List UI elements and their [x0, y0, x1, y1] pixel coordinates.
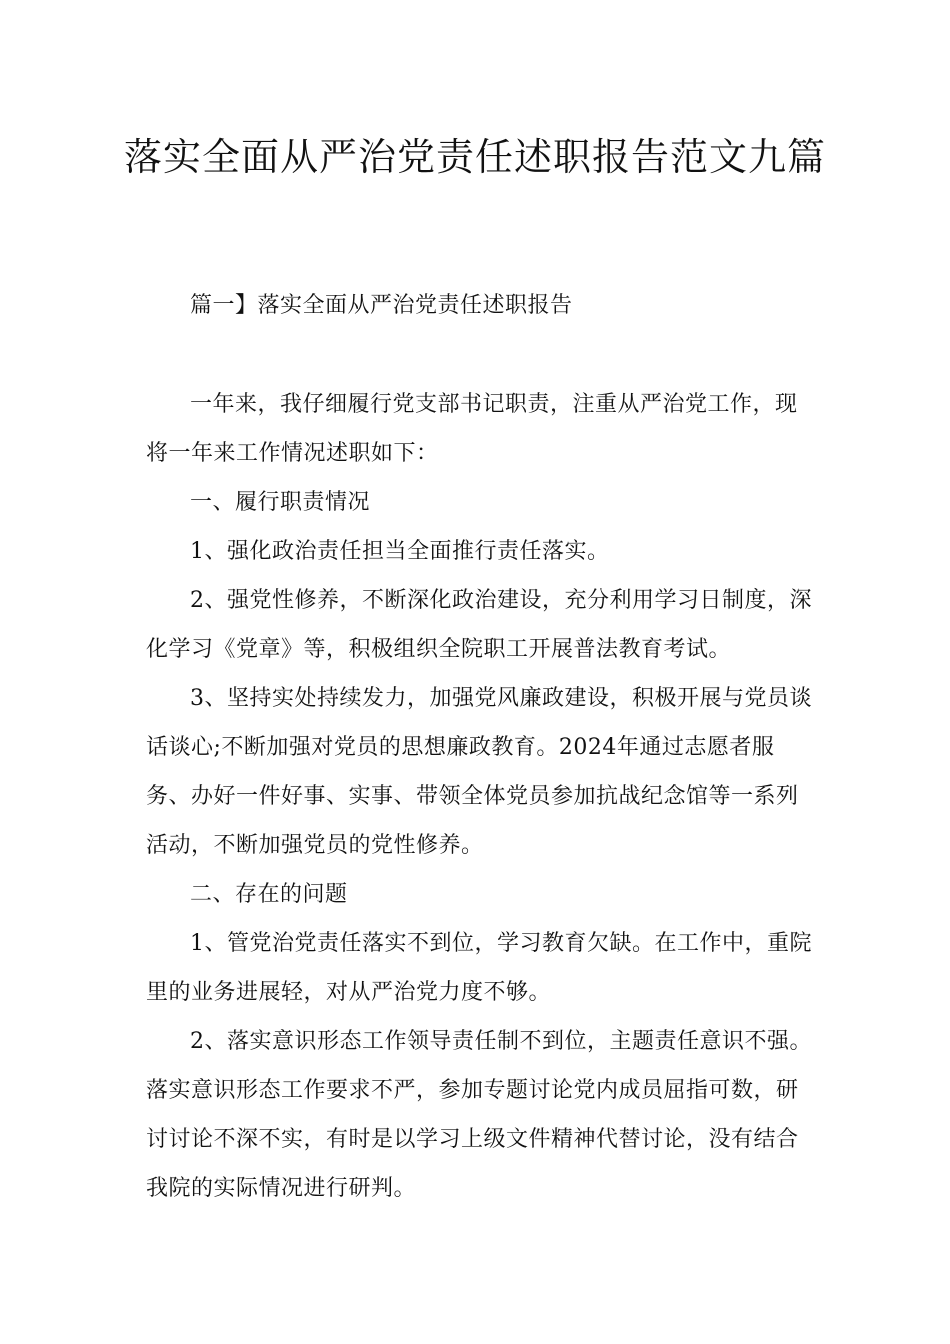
document-title: 落实全面从严治党责任述职报告范文九篇 [123, 135, 826, 179]
paragraph-problem-1: 1、管党治党责任落实不到位，学习教育欠缺。在工作中，重院里的业务进展轻，对从严治党力度不够。 [146, 931, 812, 1005]
paragraph-duty-2: 2、强党性修养，不断深化政治建设，充分利用学习日制度，深化学习《党章》等，积极组织全院职工开展普法教育考试。 [146, 588, 812, 662]
paragraph-problem-2: 2、落实意识形态工作领导责任制不到位，主题责任意识不强。落实意识形态工作要求不严，参加专题讨论党内成员屈指可数，研讨讨论不深不实，有时是以学习上级文件精神代替讨论，没有结合我院的实际情况进行研判。 [146, 1029, 812, 1201]
paragraph-duty-1: 1、强化政治责任担当全面推行责任落实。 [190, 539, 610, 564]
paragraph-duty-3: 3、坚持实处持续发力，加强党风廉政建设，积极开展与党员谈话谈心;不断加强对党员的思想廉政教育。2024年通过志愿者服务、办好一件好事、实事、带领全体党员参加抗战纪念馆等一系列活动，不断加强党员的党性修养。 [146, 686, 812, 858]
section-heading: 篇一】落实全面从严治党责任述职报告 [190, 293, 573, 318]
paragraph-intro: 一年来，我仔细履行党支部书记职责，注重从严治党工作，现将一年来工作情况述职如下： [146, 392, 798, 466]
heading-problems: 二、存在的问题 [190, 882, 348, 907]
document-body [146, 380, 818, 1213]
heading-duties: 一、履行职责情况 [190, 490, 371, 515]
